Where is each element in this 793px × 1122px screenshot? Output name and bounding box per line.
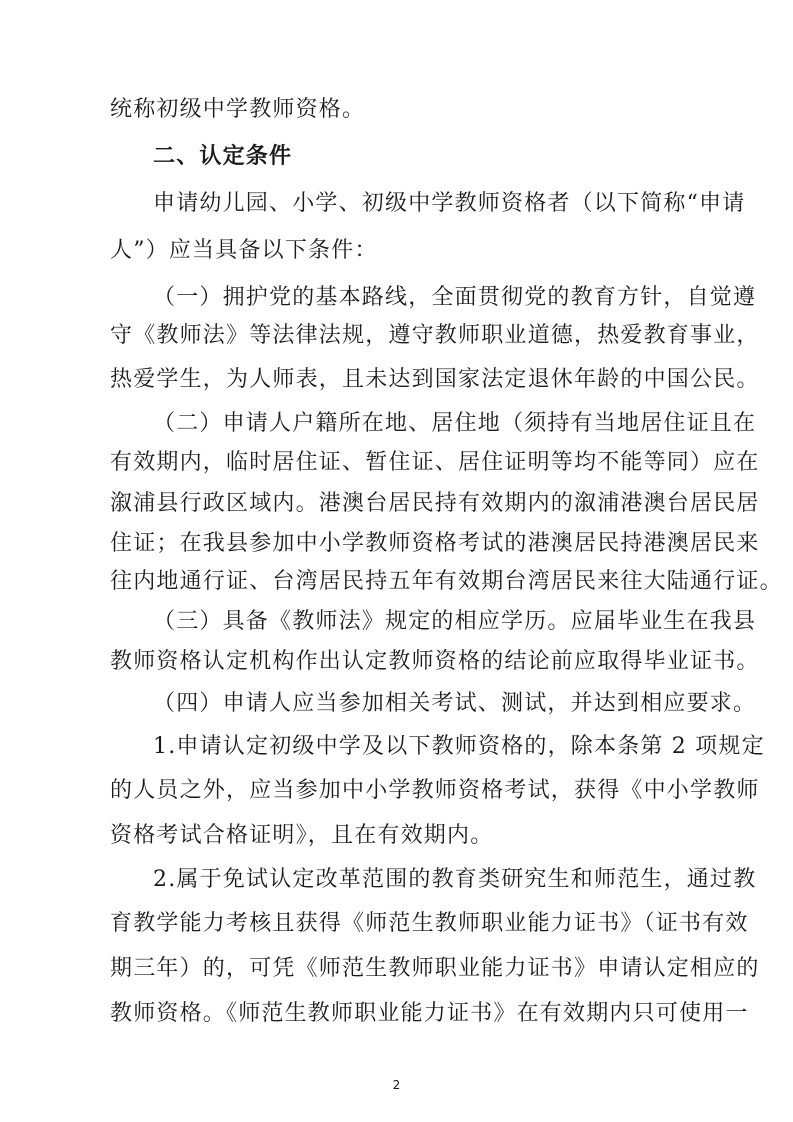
text-line: 人”）应当具备以下条件： (110, 238, 378, 263)
section-heading: 二、认定条件 (153, 144, 293, 169)
text-line: 守《教师法》等法律法规，遵守教师职业道德，热爱教育事业， (110, 323, 760, 348)
text-line: 教师资格认定机构作出认定教师资格的结论前应取得毕业证书。 (110, 649, 760, 674)
text-line: 的人员之外，应当参加中小学教师资格考试，获得《中小学教师 (110, 778, 760, 803)
text-line: （二）申请人户籍所在地、居住地（须持有当地居住证且在 (153, 411, 757, 436)
text-line: 期三年）的，可凭《师范生教师职业能力证书》申请认定相应的 (110, 956, 760, 981)
text-line: 申请幼儿园、小学、初级中学教师资格者（以下简称“申请 (153, 191, 746, 216)
text-line: （一）拥护党的基本路线，全面贯彻党的教育方针，自觉遵 (153, 285, 757, 310)
text-line: 统称初级中学教师资格。 (110, 97, 366, 122)
text-line: 1.申请认定初级中学及以下教师资格的，除本条第 2 项规定 (153, 734, 765, 759)
text-line: 有效期内，临时居住证、暂住证、居住证明等均不能等同）应在 (110, 450, 760, 475)
text-line: 资格考试合格证明》，且在有效期内。 (110, 823, 494, 848)
page-number: 2 (392, 1078, 401, 1092)
text-line: 溆浦县行政区域内。港澳台居民持有效期内的溆浦港澳台居民居 (110, 491, 760, 516)
text-line: 热爱学生，为人师表，且未达到国家法定退休年龄的中国公民。 (110, 367, 760, 392)
text-line: 往内地通行证、台湾居民持五年有效期台湾居民来往大陆通行证。 (110, 569, 783, 594)
text-line: （四）申请人应当参加相关考试、测试，并达到相应要求。 (153, 691, 757, 716)
text-line: 育教学能力考核且获得《师范生教师职业能力证书》（证书有效 (110, 911, 749, 936)
text-line: 教师资格。《师范生教师职业能力证书》在有效期内只可使用一 (110, 1001, 749, 1026)
text-line: 住证；在我县参加中小学教师资格考试的港澳居民持港澳居民来 (110, 531, 760, 556)
text-line: （三）具备《教师法》规定的相应学历。应届毕业生在我县 (153, 609, 757, 634)
text-line: 2.属于免试认定改革范围的教育类研究生和师范生，通过教 (153, 867, 757, 892)
